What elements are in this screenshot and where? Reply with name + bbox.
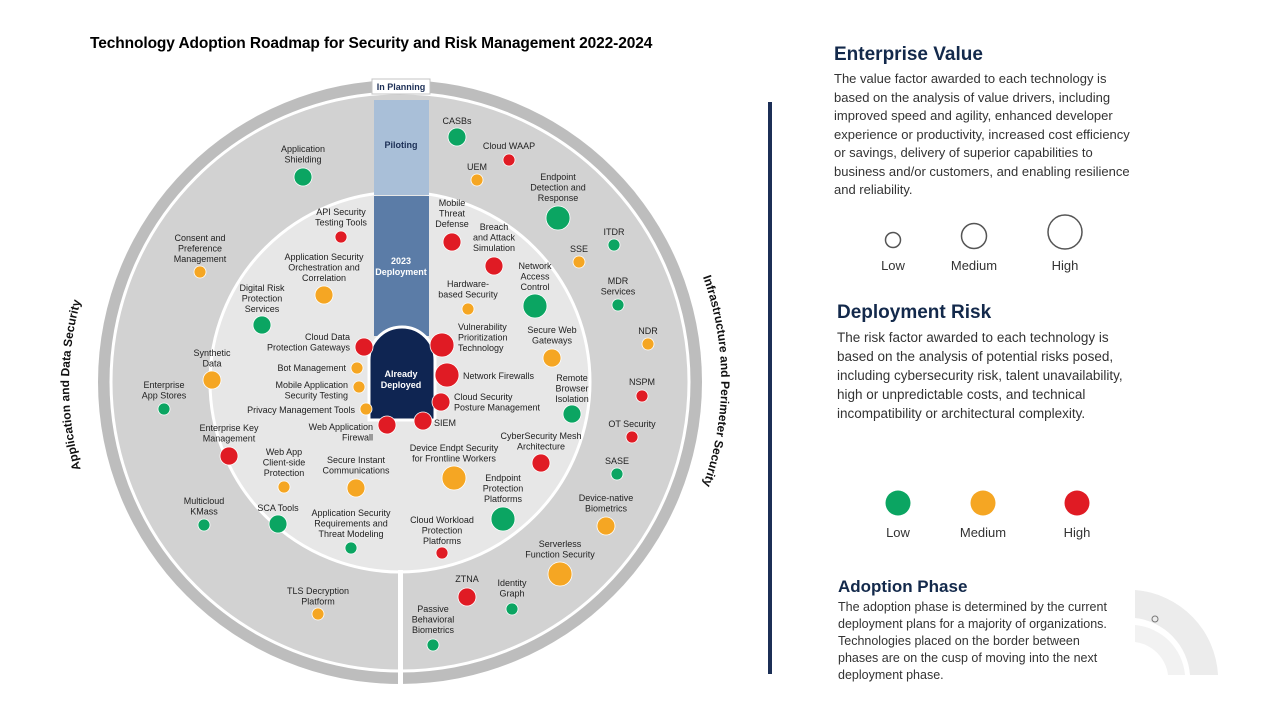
decorative-arcs-icon: [1130, 585, 1230, 685]
tech-marker-ot-security: [626, 431, 638, 443]
tech-label-bot-management: Bot Management: [277, 363, 346, 373]
tech-label-tls-decryption-platform: Platform: [301, 596, 335, 607]
tech-label-siem: SIEM: [434, 418, 457, 428]
tech-label-cloud-security-posture-management: Cloud Security: [454, 392, 513, 402]
tech-marker-vulnerability-prioritization-technology: [430, 333, 454, 357]
tech-label-breach-and-attack-simulation: Simulation: [472, 243, 516, 253]
tech-label-hardware-based-security: based Security: [438, 289, 498, 300]
tech-label-cloud-workload-protection-platforms: Protection: [421, 525, 463, 536]
tech-label-itdr: ITDR: [603, 227, 625, 237]
tech-label-network-access-control: Network: [518, 261, 552, 271]
risk-high-label: High: [1063, 525, 1091, 540]
tech-label-endpoint-detection-and-response: Response: [537, 193, 579, 203]
value-high-label: High: [1051, 258, 1079, 273]
risk-medium-symbol: [971, 491, 996, 516]
tech-marker-device-endpt-security-for-frontline-workers: [442, 466, 466, 490]
left-sector-label: Application and Data Security: [58, 297, 84, 473]
tech-marker-application-security-orchestration-and-correlation: [315, 286, 333, 304]
tech-label-breach-and-attack-simulation: Breach: [479, 222, 509, 232]
sector-divider: [398, 570, 403, 685]
deployment-risk-heading: Deployment Risk: [837, 302, 992, 323]
tech-marker-casbs: [448, 128, 466, 146]
tech-label-mobile-threat-defense: Threat: [438, 208, 466, 219]
tech-label-api-security-testing-tools: Testing Tools: [315, 217, 367, 228]
tech-label-cloud-workload-protection-platforms: Cloud Workload: [410, 515, 474, 525]
tech-label-network-firewalls: Network Firewalls: [463, 371, 535, 381]
tech-label-sca-tools: SCA Tools: [257, 503, 299, 513]
tech-label-cloud-data-protection-gateways: Cloud Data: [304, 332, 350, 342]
tech-label-network-access-control: Control: [520, 282, 550, 292]
right-sector-label: Infrastructure and Perimeter Security: [700, 273, 733, 489]
value-low-label: Low: [881, 258, 905, 273]
tech-marker-web-app-client-side-protection: [278, 481, 290, 493]
already-deployed-label-line1: Already: [384, 369, 418, 379]
tech-marker-application-security-requirements-and-threat-modeling: [345, 542, 357, 554]
tech-marker-enterprise-key-management: [220, 447, 238, 465]
tech-label-application-security-requirements-and-threat-modeling: Threat Modeling: [318, 529, 384, 539]
tech-label-application-shielding: Shielding: [284, 154, 322, 165]
tech-label-application-security-orchestration-and-correlation: Correlation: [301, 273, 347, 283]
tech-label-identity-graph: Graph: [499, 588, 525, 599]
tech-label-cloud-waap: Cloud WAAP: [482, 141, 536, 151]
tech-label-enterprise-app-stores: App Stores: [141, 390, 187, 401]
deployment-label-line1: 2023: [390, 256, 412, 266]
tech-label-digital-risk-protection-services: Services: [244, 304, 280, 314]
tech-marker-api-security-testing-tools: [335, 231, 347, 243]
tech-label-endpoint-detection-and-response: Endpoint: [540, 172, 576, 182]
tech-marker-secure-web-gateways: [543, 349, 561, 367]
tech-label-consent-and-preference-management: Consent and: [174, 233, 226, 243]
tech-label-application-shielding: Application: [280, 144, 326, 154]
tech-marker-mobile-threat-defense: [443, 233, 461, 251]
tech-label-mdr-services: MDR: [607, 276, 629, 286]
tech-label-endpoint-protection-platforms: Endpoint: [485, 473, 521, 483]
tech-label-hardware-based-security: Hardware-: [446, 279, 490, 289]
tech-label-enterprise-app-stores: Enterprise: [143, 380, 185, 390]
tech-label-device-endpt-security-for-frontline-workers: for Frontline Workers: [412, 453, 496, 464]
tech-label-passive-behavioral-biometrics: Biometrics: [411, 625, 455, 635]
value-legend: [860, 205, 1120, 285]
tech-marker-multicloud-kmass: [198, 519, 210, 531]
tech-marker-cloud-workload-protection-platforms: [436, 547, 448, 559]
tech-label-web-app-client-side-protection: Web App: [265, 447, 303, 457]
tech-marker-siem: [414, 412, 432, 430]
tech-label-remote-browser-isolation: Isolation: [555, 394, 589, 404]
tech-marker-network-firewalls: [435, 363, 459, 387]
tech-label-web-application-firewall: Web Application: [308, 422, 373, 432]
tech-label-mobile-application-security-testing: Security Testing: [284, 390, 348, 401]
tech-marker-sca-tools: [269, 515, 287, 533]
tech-label-synthetic-data: Synthetic: [193, 348, 231, 358]
tech-label-identity-graph: Identity: [497, 578, 527, 588]
tech-marker-passive-behavioral-biometrics: [427, 639, 439, 651]
vertical-divider: [768, 102, 772, 674]
tech-marker-tls-decryption-platform: [312, 608, 324, 620]
tech-label-privacy-management-tools: Privacy Management Tools: [247, 405, 355, 415]
value-high-symbol: [1048, 215, 1082, 249]
already-deployed-label-line2: Deployed: [380, 380, 422, 390]
risk-low-symbol: [886, 491, 911, 516]
tech-marker-application-shielding: [294, 168, 312, 186]
deployment-band: [374, 196, 429, 336]
tech-label-remote-browser-isolation: Browser: [555, 383, 589, 394]
tech-label-enterprise-key-management: Management: [202, 433, 256, 444]
tech-marker-remote-browser-isolation: [563, 405, 581, 423]
tech-marker-cybersecurity-mesh-architecture: [532, 454, 550, 472]
tech-label-vulnerability-prioritization-technology: Technology: [458, 343, 504, 353]
tech-label-endpoint-detection-and-response: Detection and: [530, 182, 586, 193]
tech-label-synthetic-data: Data: [202, 358, 222, 369]
tech-marker-cloud-security-posture-management: [432, 393, 450, 411]
tech-marker-endpoint-detection-and-response: [546, 206, 570, 230]
tech-label-ztna: ZTNA: [455, 574, 479, 584]
tech-label-network-access-control: Access: [520, 271, 550, 282]
tech-marker-mdr-services: [612, 299, 624, 311]
tech-marker-endpoint-protection-platforms: [491, 507, 515, 531]
tech-marker-sase: [611, 468, 623, 480]
risk-medium-label: Medium: [959, 525, 1007, 540]
tech-label-application-security-requirements-and-threat-modeling: Requirements and: [314, 518, 388, 529]
tech-marker-cloud-data-protection-gateways: [355, 338, 373, 356]
risk-high-symbol: [1065, 491, 1090, 516]
tech-marker-device-native-biometrics: [597, 517, 615, 535]
in-planning-label: In Planning: [376, 82, 426, 92]
tech-marker-identity-graph: [506, 603, 518, 615]
tech-label-mdr-services: Services: [600, 286, 636, 297]
tech-label-endpoint-protection-platforms: Protection: [482, 483, 524, 494]
tech-label-secure-web-gateways: Gateways: [531, 335, 573, 346]
tech-marker-itdr: [608, 239, 620, 251]
tech-label-device-native-biometrics: Biometrics: [584, 503, 628, 514]
tech-marker-hardware-based-security: [462, 303, 474, 315]
adoption-phase-heading: Adoption Phase: [838, 577, 968, 596]
tech-marker-consent-and-preference-management: [194, 266, 206, 278]
tech-marker-web-application-firewall: [378, 416, 396, 434]
value-medium-label: Medium: [950, 258, 998, 273]
tech-marker-serverless-function-security: [548, 562, 572, 586]
tech-label-cloud-data-protection-gateways: Protection Gateways: [266, 342, 350, 353]
tech-label-casbs: CASBs: [442, 116, 472, 126]
tech-label-serverless-function-security: Serverless: [538, 539, 582, 549]
tech-label-nspm: NSPM: [628, 377, 656, 387]
tech-marker-synthetic-data: [203, 371, 221, 389]
enterprise-value-text: The value factor awarded to each technology is based on the analysis of value drivers, including improved speed and agility, enhanced developer experience or productivity, increased cost efficiency or savings, delivery of superior capabilities to business and/or customers, and enabling resilience and reliability.: [834, 71, 1130, 197]
tech-marker-sse: [573, 256, 585, 268]
tech-marker-secure-instant-communications: [347, 479, 365, 497]
tech-privacy-management-tools: [247, 403, 372, 415]
tech-label-serverless-function-security: Function Security: [525, 549, 595, 560]
tech-label-uem: UEM: [467, 162, 487, 172]
tech-marker-uem: [471, 174, 483, 186]
tech-label-web-app-client-side-protection: Client-side: [262, 457, 306, 468]
tech-label-consent-and-preference-management: Preference: [177, 243, 223, 254]
tech-label-secure-instant-communications: Secure Instant: [326, 455, 386, 465]
tech-marker-bot-management: [351, 362, 363, 374]
tech-marker-cloud-waap: [503, 154, 515, 166]
tech-label-digital-risk-protection-services: Protection: [241, 293, 283, 304]
tech-label-vulnerability-prioritization-technology: Vulnerability: [458, 322, 507, 332]
tech-label-vulnerability-prioritization-technology: Prioritization: [458, 332, 508, 343]
tech-label-tls-decryption-platform: TLS Decryption: [286, 586, 350, 596]
value-low-symbol: [886, 233, 901, 248]
deployment-label-line2: Deployment: [375, 267, 427, 277]
piloting-label: Piloting: [384, 140, 418, 150]
tech-marker-network-access-control: [523, 294, 547, 318]
tech-label-application-security-requirements-and-threat-modeling: Application Security: [311, 508, 391, 518]
risk-low-label: Low: [886, 525, 910, 540]
tech-label-api-security-testing-tools: API Security: [316, 207, 366, 217]
tech-marker-mobile-application-security-testing: [353, 381, 365, 393]
deployment-risk-text: The risk factor awarded to each technology is based on the analysis of potential risks posed, including cybersecurity risk, talent unavailability, high or unpredictable costs, and technical incompatibility or architectural complexity.: [837, 330, 1123, 421]
tech-label-web-application-firewall: Firewall: [341, 432, 373, 443]
tech-label-cloud-workload-protection-platforms: Platforms: [422, 536, 462, 546]
tech-label-mobile-application-security-testing: Mobile Application: [275, 380, 348, 390]
tech-label-device-native-biometrics: Device-native: [578, 493, 634, 503]
tech-label-mobile-threat-defense: Defense: [435, 219, 469, 229]
tech-label-secure-instant-communications: Communications: [322, 465, 390, 476]
tech-marker-ndr: [642, 338, 654, 350]
deployment-risk-section: [837, 302, 1127, 423]
tech-label-passive-behavioral-biometrics: Passive: [417, 604, 449, 614]
tech-label-breach-and-attack-simulation: and Attack: [472, 232, 516, 243]
tech-label-mobile-threat-defense: Mobile: [438, 198, 466, 208]
adoption-phase-section: [838, 577, 1108, 684]
tech-label-endpoint-protection-platforms: Platforms: [483, 494, 523, 504]
tech-label-sase: SASE: [604, 456, 630, 466]
tech-marker-digital-risk-protection-services: [253, 316, 271, 334]
tech-label-device-endpt-security-for-frontline-workers: Device Endpt Security: [409, 443, 499, 453]
tech-label-passive-behavioral-biometrics: Behavioral: [411, 614, 455, 625]
chart-title: Technology Adoption Roadmap for Security and Risk Management 2022-2024: [90, 35, 653, 52]
adoption-phase-text: The adoption phase is determined by the current deployment plans for a majority of organizations. Technologies placed on the border between phases are on the cusp of moving into the next deployment phase.: [838, 600, 1107, 682]
tech-label-web-app-client-side-protection: Protection: [263, 468, 305, 478]
tech-label-remote-browser-isolation: Remote: [556, 373, 588, 383]
tech-label-cloud-security-posture-management: Posture Management: [454, 402, 541, 413]
tech-label-secure-web-gateways: Secure Web: [527, 325, 577, 335]
tech-label-ot-security: OT Security: [608, 419, 656, 429]
tech-marker-breach-and-attack-simulation: [485, 257, 503, 275]
tech-label-enterprise-key-management: Enterprise Key: [199, 423, 259, 433]
value-medium-symbol: [962, 224, 987, 249]
tech-marker-privacy-management-tools: [360, 403, 372, 415]
risk-legend: [860, 485, 1120, 545]
tech-marker-ztna: [458, 588, 476, 606]
tech-label-sse: SSE: [569, 244, 589, 254]
tech-label-application-security-orchestration-and-correlation: Orchestration and: [288, 262, 360, 273]
tech-label-consent-and-preference-management: Management: [173, 254, 227, 264]
enterprise-value-heading: Enterprise Value: [834, 44, 983, 65]
enterprise-value-section: [834, 44, 1134, 200]
tech-label-multicloud-kmass: Multicloud: [183, 496, 225, 506]
tech-label-cybersecurity-mesh-architecture: Architecture: [516, 441, 566, 452]
tech-label-ndr: NDR: [638, 326, 658, 336]
tech-label-digital-risk-protection-services: Digital Risk: [239, 283, 285, 293]
tech-label-cybersecurity-mesh-architecture: CyberSecurity Mesh: [500, 431, 582, 441]
tech-label-multicloud-kmass: KMass: [190, 506, 218, 517]
tech-marker-enterprise-app-stores: [158, 403, 170, 415]
tech-label-application-security-orchestration-and-correlation: Application Security: [284, 252, 364, 262]
tech-marker-nspm: [636, 390, 648, 402]
